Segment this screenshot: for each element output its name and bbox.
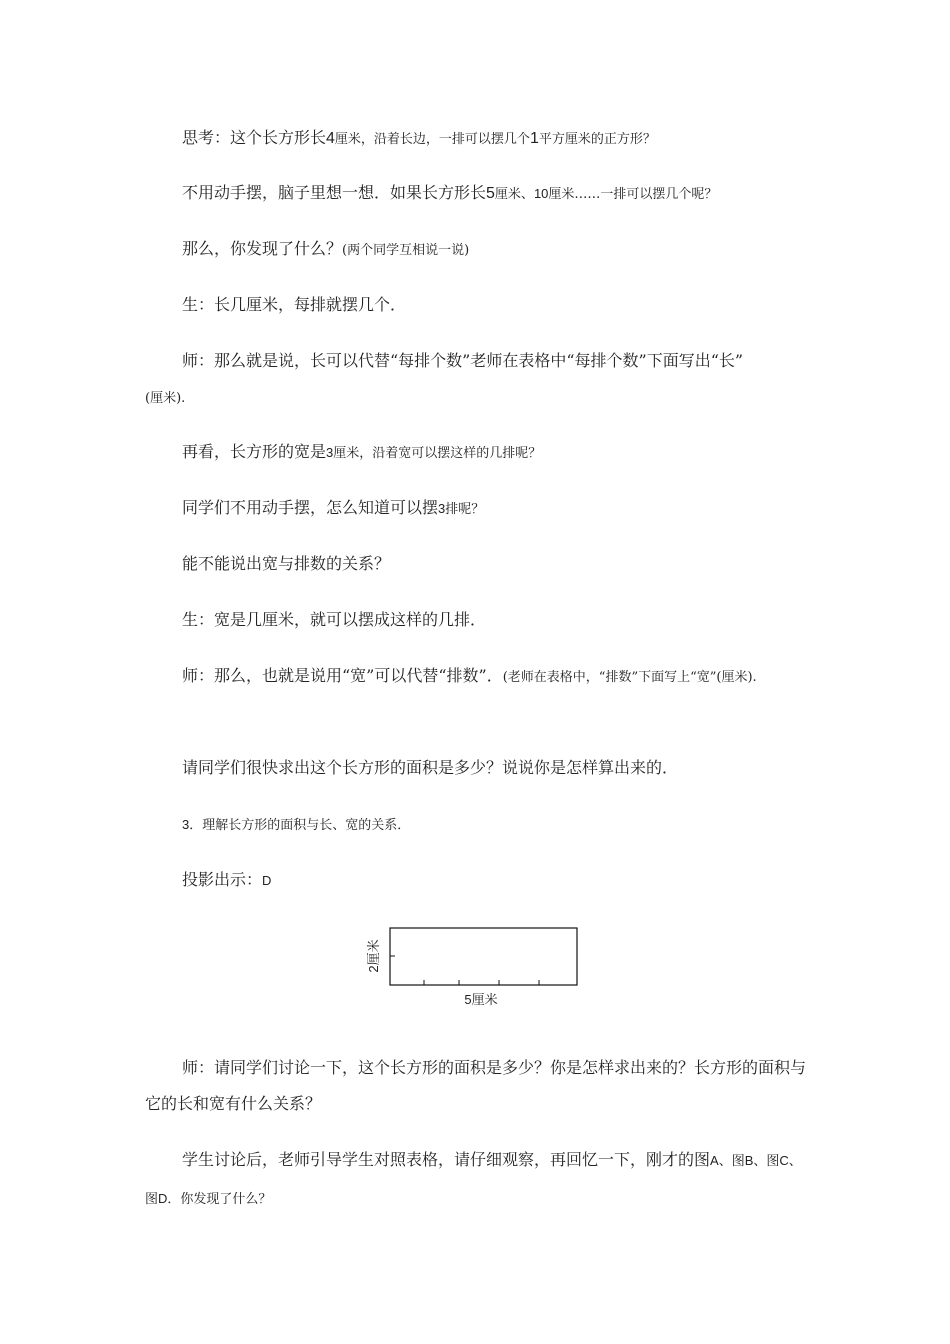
length-label: 5厘米 [464, 992, 498, 1007]
paragraph-discover: 那么，你发现了什么？(两个同学互相说一说) [182, 239, 470, 258]
paragraph-student-length: 生：长几厘米，每排就摆几个． [182, 295, 407, 314]
paragraph-relation: 能不能说出宽与排数的关系？ [182, 554, 391, 573]
paragraph-observe: 学生讨论后，老师引导学生对照表格，请仔细观察，再回忆一下，刚才的图A、图B、图C、图D．你发现了什么？ [145, 1150, 802, 1207]
width-label: 2厘米 [366, 939, 381, 973]
paragraph-imagine: 不用动手摆，脑子里想一想．如果长方形长5厘米、10厘米……一排可以摆几个呢？ [182, 183, 718, 202]
paragraph-teacher-length: 师：那么就是说，长可以代替“每排个数”老师在表格中“每排个数”下面写出“长” (厘米). [145, 351, 744, 406]
paragraph-area-question: 请同学们很快求出这个长方形的面积是多少？说说你是怎样算出来的． [182, 758, 679, 777]
rectangle-shape [390, 928, 577, 985]
paragraph-teacher-width: 师：那么，也就是说用“宽”可以代替“排数”．(老师在表格中，“排数”下面写上“宽”(厘米). [182, 666, 757, 685]
paragraph-projection: 投影出示：D [182, 870, 272, 889]
paragraph-rows: 同学们不用动手摆，怎么知道可以摆3排呢？ [182, 498, 485, 517]
rectangle-figure [355, 918, 595, 1018]
paragraph-student-width: 生：宽是几厘米，就可以摆成这样的几排． [182, 610, 487, 629]
paragraph-width: 再看，长方形的宽是3厘米，沿着宽可以摆这样的几排呢？ [182, 442, 542, 461]
section-heading-3: 3．理解长方形的面积与长、宽的关系． [182, 817, 411, 833]
paragraph-teacher-discuss: 师：请同学们讨论一下，这个长方形的面积是多少？你是怎样求出来的？长方形的面积与它的长和宽有什么关系？ [145, 1058, 807, 1113]
paragraph-think: 思考：这个长方形长4厘米，沿着长边，一排可以摆几个1平方厘米的正方形？ [182, 128, 656, 147]
